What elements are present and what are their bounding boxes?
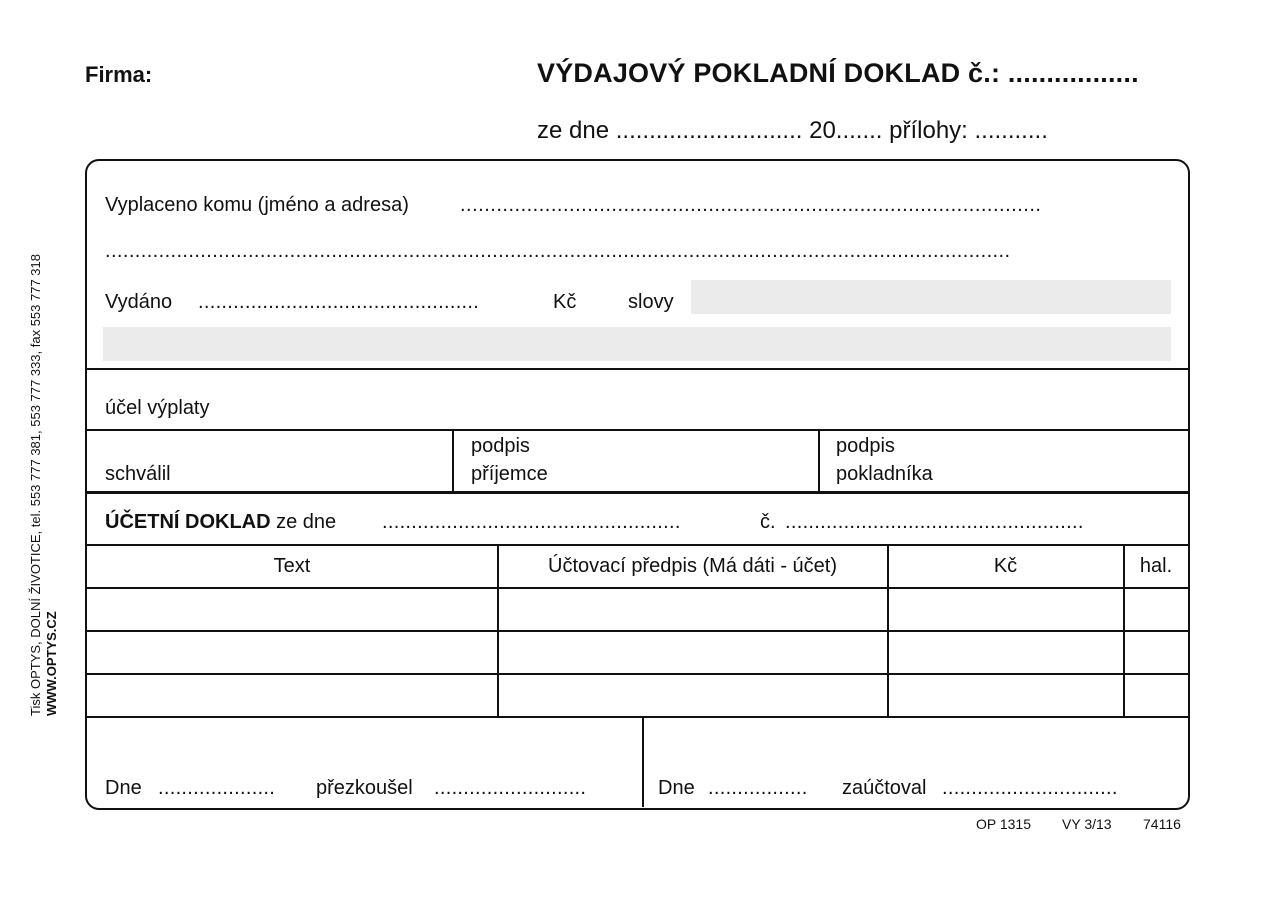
date-attachments-line: ze dne ............................ 20....... přílohy: ........... — [537, 117, 1048, 144]
cashier-signature-label-1: podpis — [836, 435, 895, 457]
printer-address: Tisk OPTYS, DOLNÍ ŽIVOTICE, tel. 553 777 381, 553 777 333, fax 553 777 318 — [28, 254, 43, 716]
column-divider — [452, 430, 454, 492]
accounting-title-bold: ÚČETNÍ DOKLAD — [105, 511, 271, 533]
table-column-divider — [887, 545, 889, 717]
issued-currency: Kč — [553, 291, 577, 313]
reviewed-dots[interactable]: .......................... — [434, 777, 587, 799]
accounting-number-label: č. — [760, 511, 776, 533]
posted-dots[interactable]: .............................. — [942, 777, 1118, 799]
recipient-signature-label-1: podpis — [471, 435, 530, 457]
accounting-title — [105, 511, 336, 534]
issued-label: Vydáno — [105, 291, 173, 313]
posted-label: zaúčtoval — [842, 777, 927, 799]
approved-label: schválil — [105, 463, 171, 485]
recipient-label: Vyplaceno komu (jméno a adresa) — [105, 194, 409, 216]
table-row — [87, 630, 1188, 632]
table-divider — [87, 587, 1188, 589]
column-divider — [818, 430, 820, 492]
accounting-number-dots[interactable]: ................................................... — [785, 511, 1084, 533]
column-header-posting: Účtovací předpis (Má dáti - účet) — [548, 555, 837, 577]
form-code: OP 1315 — [976, 816, 1032, 832]
firma-label: Firma: — [85, 62, 153, 87]
section-divider — [87, 491, 1188, 494]
left-date-label: Dne — [105, 777, 142, 799]
column-header-czk: Kč — [993, 555, 1018, 577]
reviewed-label: přezkoušel — [316, 777, 413, 799]
table-row — [87, 716, 1188, 718]
column-header-text: Text — [273, 555, 311, 577]
left-date-dots[interactable]: .................... — [158, 777, 276, 799]
amount-in-words-field[interactable] — [691, 280, 1171, 314]
purpose-label: účel výplaty — [105, 397, 210, 419]
bottom-column-divider — [642, 717, 644, 807]
accounting-date-label: ze dne — [276, 511, 337, 533]
recipient-dots-line2[interactable]: ........................................................................................................................................................ — [105, 240, 1011, 262]
form-number: 74116 — [1143, 816, 1181, 832]
printer-website: WWW.OPTYS.CZ — [44, 611, 59, 716]
form-version: VY 3/13 — [1062, 816, 1112, 832]
words-label: slovy — [628, 291, 674, 313]
recipient-signature-label-2: příjemce — [471, 463, 548, 485]
right-date-dots[interactable]: ................. — [708, 777, 808, 799]
divider — [87, 544, 1188, 546]
recipient-dots[interactable]: ................................................................................................ — [460, 194, 1042, 216]
accounting-date-dots[interactable]: ................................................... — [382, 511, 681, 533]
table-column-divider — [497, 545, 499, 717]
cashier-signature-label-2: pokladníka — [836, 463, 933, 485]
printer-info — [28, 156, 68, 716]
document-title: VÝDAJOVÝ POKLADNÍ DOKLAD č.: ................. — [537, 58, 1139, 88]
divider — [87, 429, 1188, 431]
issued-amount-dots[interactable]: ................................................ — [198, 291, 480, 313]
amount-in-words-field-line2[interactable] — [103, 327, 1171, 361]
divider — [87, 368, 1188, 370]
table-column-divider — [1123, 545, 1125, 717]
table-row — [87, 673, 1188, 675]
column-header-hal: hal. — [1139, 555, 1173, 577]
right-date-label: Dne — [658, 777, 695, 799]
